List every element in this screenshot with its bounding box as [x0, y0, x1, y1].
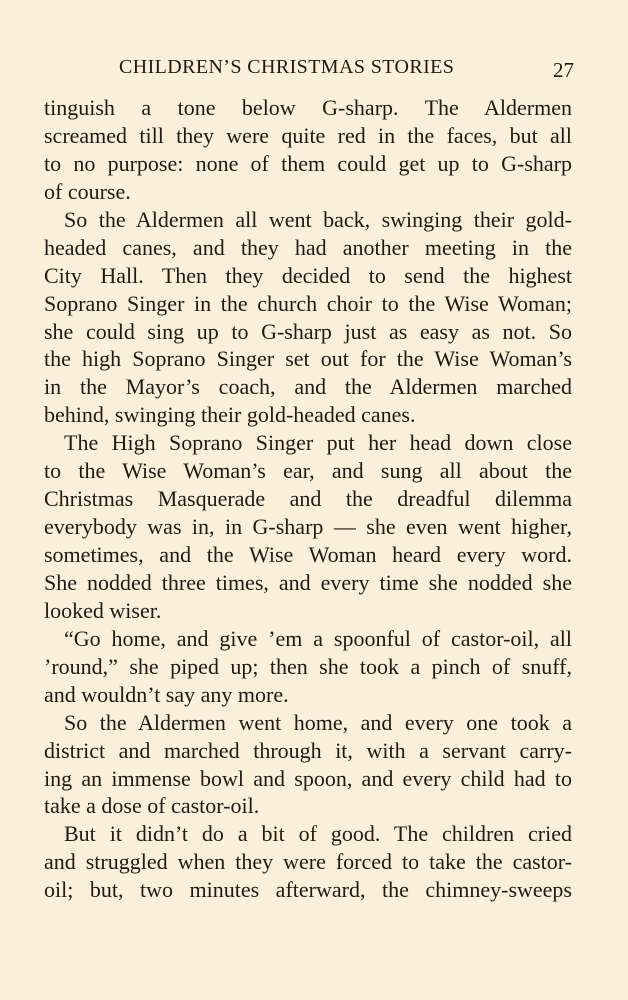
text-line: district and marched through it, with a servant carry-: [44, 737, 572, 763]
text-line: oil; but, two minutes afterward, the chimney-sweeps: [44, 877, 572, 903]
text-line: to no purpose: none of them could get up to G-sharp: [44, 150, 572, 176]
page-number: 27: [553, 58, 574, 82]
text-line: Christmas Masquerade and the dreadful dilemma: [44, 486, 572, 512]
text-line: ing an immense bowl and spoon, and every child had to: [44, 765, 572, 791]
text-line: looked wiser.: [44, 597, 162, 623]
text-line: City Hall. Then they decided to send the highest: [44, 262, 572, 288]
text-line: tinguish a tone below G-sharp. The Aldermen: [44, 95, 572, 120]
body-text: [44, 94, 572, 904]
text-line: the high Soprano Singer set out for the Wise Woman’s: [44, 346, 572, 372]
text-line: But it didn’t do a bit of good. The children cried: [64, 821, 572, 847]
text-line: behind, swinging their gold-headed canes.: [44, 402, 416, 428]
text-line: “Go home, and give ’em a spoonful of castor-oil, all: [64, 625, 572, 651]
text-line: take a dose of castor-oil.: [44, 793, 260, 819]
text-line: everybody was in, in G-sharp — she even went higher,: [44, 514, 572, 540]
text-line: headed canes, and they had another meeting in the: [44, 234, 572, 260]
page-header: [44, 56, 574, 84]
text-line: and wouldn’t say any more.: [44, 681, 289, 707]
text-line: The High Soprano Singer put her head down close: [64, 430, 572, 456]
text-line: to the Wise Woman’s ear, and sung all about the: [44, 458, 572, 484]
text-line: sometimes, and the Wise Woman heard every word.: [44, 542, 572, 567]
text-line: and struggled when they were forced to take the castor-: [44, 849, 572, 875]
text-line: she could sing up to G-sharp just as easy as not. So: [44, 318, 572, 344]
text-line: screamed till they were quite red in the faces, but all: [44, 122, 572, 148]
running-head: CHILDREN’S CHRISTMAS STORIES: [119, 56, 455, 78]
text-line: in the Mayor’s coach, and the Aldermen marched: [44, 374, 572, 400]
text-line: She nodded three times, and every time she nodded she: [44, 569, 572, 595]
text-line: of course.: [44, 178, 131, 204]
text-line: So the Aldermen went home, and every one took a: [64, 709, 572, 735]
text-line: So the Aldermen all went back, swinging their gold-: [64, 206, 572, 232]
text-line: Soprano Singer in the church choir to the Wise Woman;: [44, 290, 572, 316]
text-line: ’round,” she piped up; then she took a pinch of snuff,: [44, 653, 572, 679]
